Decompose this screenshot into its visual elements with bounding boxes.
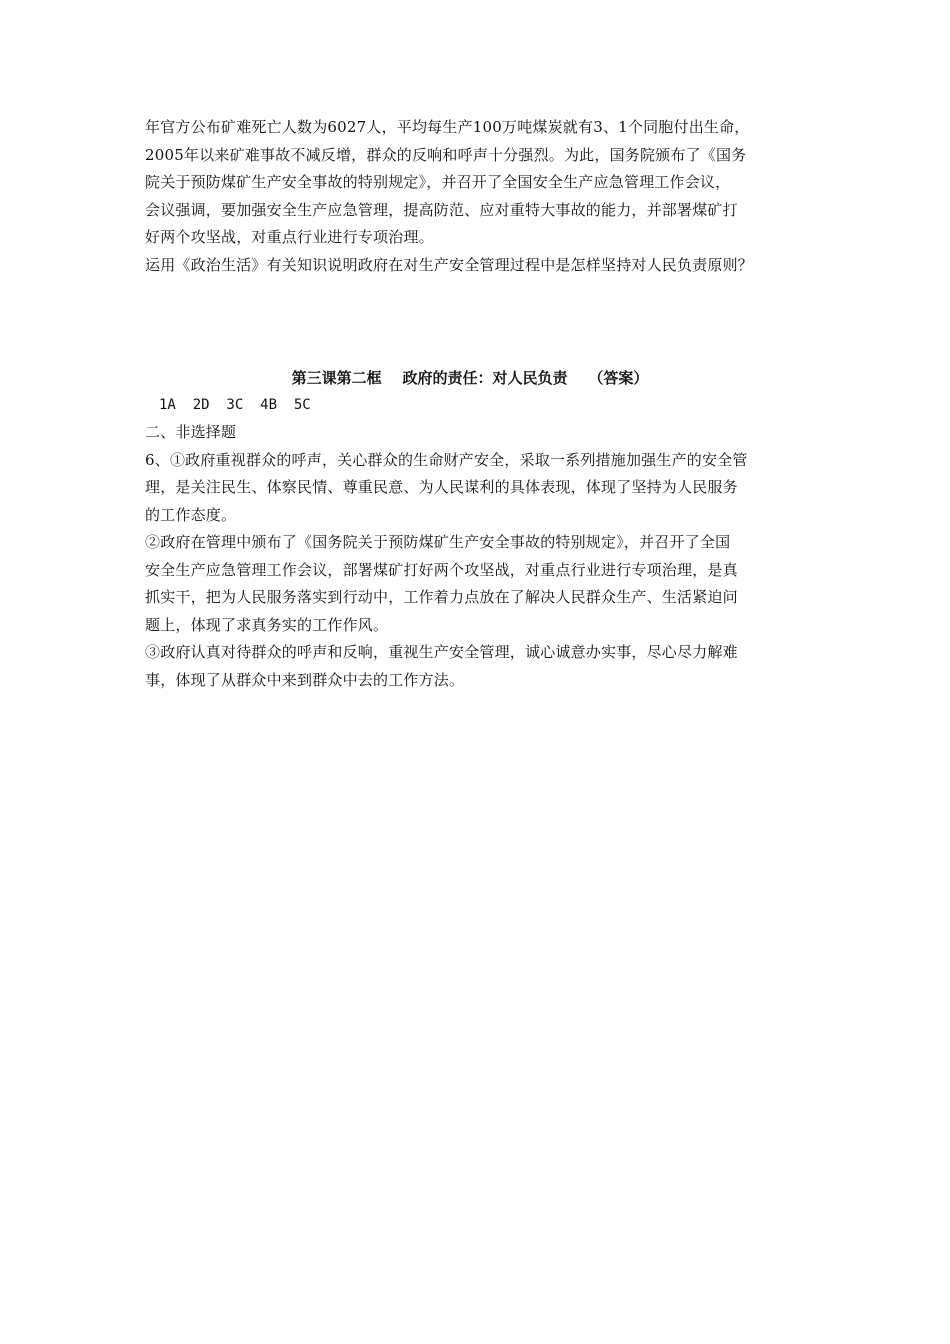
choice-answers: 1A 2D 3C 4B 5C [159,397,311,413]
answer-line: 的工作态度。 [145,505,237,524]
answer-line: 事，体现了从群众中来到群众中去的工作方法。 [145,670,465,689]
answer-line: 理，是关注民生、体察民情、尊重民意、为人民谋利的具体表现，体现了坚持为人民服务 [145,478,738,496]
question-line: 院关于预防煤矿生产安全事故的特别规定》，并召开了全国安全生产应急管理工作会议， [145,173,731,191]
question-line: 会议强调，要加强安全生产应急管理，提高防范、应对重特大事故的能力，并部署煤矿打 [145,200,738,219]
section-subheading: 二、非选择题 [145,423,237,441]
question-prompt: 运用《政治生活》有关知识说明政府在对生产安全管理过程中是怎样坚持对人民负责原则？ [145,255,754,274]
answer-section [145,365,815,694]
answer-title: 第三课第二框 政府的责任：对人民负责 （答案） [291,369,649,387]
document-page [145,114,815,694]
question-line: 好两个攻坚战，对重点行业进行专项治理。 [145,228,434,246]
answer-line: ③政府认真对待群众的呼声和反响，重视生产安全管理，诚心诚意办实事，尽心尽力解难 [145,643,738,661]
answer-line: 抓实干，把为人民服务落实到行动中，工作着力点放在了解决人民群众生产、生活紧迫问 [145,588,738,606]
answer-line: 安全生产应急管理工作会议，部署煤矿打好两个攻坚战，对重点行业进行专项治理，是真 [145,560,738,579]
question-line: 2005年以来矿难事故不减反增，群众的反响和呼声十分强烈。为此，国务院颁布了《国务 [145,145,747,164]
answer-line: ②政府在管理中颁布了《国务院关于预防煤矿生产安全事故的特别规定》，并召开了全国 [145,533,731,551]
answer-line: 6、①政府重视群众的呼声，关心群众的生命财产安全，采取一系列措施加强生产的安全管 [145,450,748,469]
spacer [145,279,815,365]
question-paragraph [145,114,815,279]
answer-line: 题上，体现了求真务实的工作作风。 [145,615,389,634]
question-line: 年官方公布矿难死亡人数为6027人，平均每生产100万吨煤炭就有3、1个同胞付出生命， [145,118,750,136]
